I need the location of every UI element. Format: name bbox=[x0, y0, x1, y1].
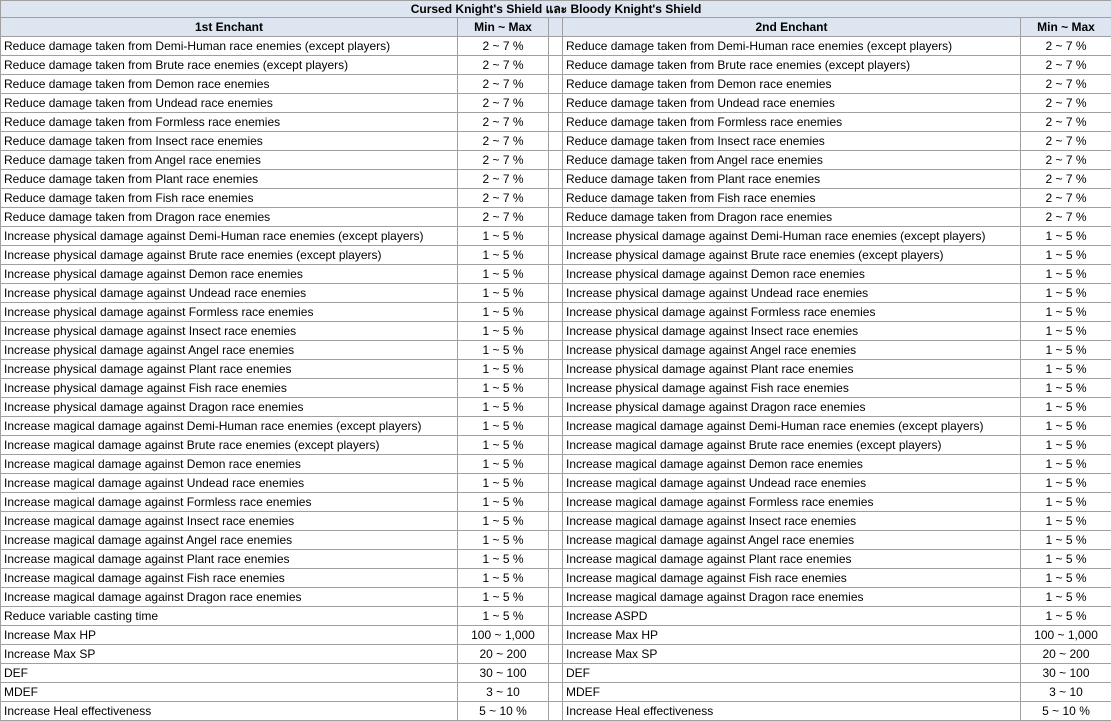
column-gap bbox=[549, 303, 563, 322]
first-range-cell: 1 ~ 5 % bbox=[458, 436, 549, 455]
second-range-cell: 3 ~ 10 bbox=[1021, 683, 1111, 702]
second-enchant-cell: Reduce damage taken from Undead race enemies bbox=[563, 94, 1021, 113]
second-enchant-cell: Increase physical damage against Undead race enemies bbox=[563, 284, 1021, 303]
table-row bbox=[1, 588, 1111, 607]
table-row bbox=[1, 132, 1111, 151]
first-enchant-cell: Increase physical damage against Insect race enemies bbox=[1, 322, 458, 341]
second-range-cell: 2 ~ 7 % bbox=[1021, 56, 1111, 75]
column-gap bbox=[549, 132, 563, 151]
column-gap bbox=[549, 284, 563, 303]
second-enchant-cell: Increase Max SP bbox=[563, 645, 1021, 664]
first-range-cell: 1 ~ 5 % bbox=[458, 550, 549, 569]
column-gap bbox=[549, 265, 563, 284]
table-row bbox=[1, 550, 1111, 569]
table-row bbox=[1, 170, 1111, 189]
second-enchant-cell: Increase physical damage against Demi-Human race enemies (except players) bbox=[563, 227, 1021, 246]
second-enchant-cell: Increase physical damage against Demon race enemies bbox=[563, 265, 1021, 284]
second-enchant-cell: Reduce damage taken from Dragon race enemies bbox=[563, 208, 1021, 227]
first-range-cell: 1 ~ 5 % bbox=[458, 569, 549, 588]
column-gap bbox=[549, 94, 563, 113]
second-range-cell: 2 ~ 7 % bbox=[1021, 113, 1111, 132]
header-first-enchant: 1st Enchant bbox=[1, 18, 458, 37]
second-range-cell: 2 ~ 7 % bbox=[1021, 151, 1111, 170]
table-row bbox=[1, 626, 1111, 645]
first-enchant-cell: Increase Heal effectiveness bbox=[1, 702, 458, 721]
second-enchant-cell: Reduce damage taken from Formless race enemies bbox=[563, 113, 1021, 132]
second-range-cell: 2 ~ 7 % bbox=[1021, 208, 1111, 227]
table-row bbox=[1, 474, 1111, 493]
first-range-cell: 1 ~ 5 % bbox=[458, 284, 549, 303]
first-range-cell: 20 ~ 200 bbox=[458, 645, 549, 664]
header-second-enchant: 2nd Enchant bbox=[563, 18, 1021, 37]
table-row bbox=[1, 512, 1111, 531]
second-range-cell: 1 ~ 5 % bbox=[1021, 493, 1111, 512]
first-range-cell: 2 ~ 7 % bbox=[458, 75, 549, 94]
title-row bbox=[1, 1, 1111, 18]
first-enchant-cell: Reduce damage taken from Insect race enemies bbox=[1, 132, 458, 151]
first-enchant-cell: Increase Max SP bbox=[1, 645, 458, 664]
first-enchant-cell: Reduce damage taken from Plant race enemies bbox=[1, 170, 458, 189]
table-row bbox=[1, 683, 1111, 702]
table-row bbox=[1, 379, 1111, 398]
first-range-cell: 30 ~ 100 bbox=[458, 664, 549, 683]
first-range-cell: 2 ~ 7 % bbox=[458, 151, 549, 170]
column-gap bbox=[549, 227, 563, 246]
second-enchant-cell: Reduce damage taken from Plant race enemies bbox=[563, 170, 1021, 189]
second-range-cell: 1 ~ 5 % bbox=[1021, 436, 1111, 455]
first-range-cell: 1 ~ 5 % bbox=[458, 493, 549, 512]
column-gap bbox=[549, 474, 563, 493]
table-row bbox=[1, 227, 1111, 246]
second-range-cell: 30 ~ 100 bbox=[1021, 664, 1111, 683]
first-enchant-cell: Increase magical damage against Fish race enemies bbox=[1, 569, 458, 588]
second-range-cell: 1 ~ 5 % bbox=[1021, 417, 1111, 436]
first-enchant-cell: Reduce damage taken from Demon race enemies bbox=[1, 75, 458, 94]
column-gap bbox=[549, 493, 563, 512]
header-row bbox=[1, 18, 1111, 37]
first-enchant-cell: Increase physical damage against Undead race enemies bbox=[1, 284, 458, 303]
first-range-cell: 2 ~ 7 % bbox=[458, 56, 549, 75]
first-range-cell: 1 ~ 5 % bbox=[458, 398, 549, 417]
table-row bbox=[1, 303, 1111, 322]
table-row bbox=[1, 246, 1111, 265]
column-gap bbox=[549, 588, 563, 607]
second-enchant-cell: Increase magical damage against Undead race enemies bbox=[563, 474, 1021, 493]
first-enchant-cell: Increase magical damage against Insect race enemies bbox=[1, 512, 458, 531]
column-gap bbox=[549, 341, 563, 360]
column-gap bbox=[549, 189, 563, 208]
first-enchant-cell: DEF bbox=[1, 664, 458, 683]
first-enchant-cell: Reduce damage taken from Undead race enemies bbox=[1, 94, 458, 113]
second-enchant-cell: Increase physical damage against Dragon race enemies bbox=[563, 398, 1021, 417]
second-range-cell: 1 ~ 5 % bbox=[1021, 379, 1111, 398]
second-range-cell: 1 ~ 5 % bbox=[1021, 398, 1111, 417]
table-row bbox=[1, 322, 1111, 341]
first-range-cell: 1 ~ 5 % bbox=[458, 341, 549, 360]
header-second-range: Min ~ Max bbox=[1021, 18, 1111, 37]
second-range-cell: 2 ~ 7 % bbox=[1021, 132, 1111, 151]
column-gap bbox=[549, 246, 563, 265]
column-gap bbox=[549, 75, 563, 94]
column-gap bbox=[549, 151, 563, 170]
first-enchant-cell: Reduce damage taken from Demi-Human race enemies (except players) bbox=[1, 37, 458, 56]
second-range-cell: 1 ~ 5 % bbox=[1021, 455, 1111, 474]
second-range-cell: 1 ~ 5 % bbox=[1021, 265, 1111, 284]
first-enchant-cell: Increase magical damage against Demon race enemies bbox=[1, 455, 458, 474]
first-range-cell: 1 ~ 5 % bbox=[458, 588, 549, 607]
second-enchant-cell: Increase physical damage against Formless race enemies bbox=[563, 303, 1021, 322]
first-range-cell: 2 ~ 7 % bbox=[458, 208, 549, 227]
table-row bbox=[1, 645, 1111, 664]
table-row bbox=[1, 37, 1111, 56]
table-row bbox=[1, 569, 1111, 588]
second-range-cell: 2 ~ 7 % bbox=[1021, 170, 1111, 189]
second-range-cell: 1 ~ 5 % bbox=[1021, 360, 1111, 379]
table-row bbox=[1, 75, 1111, 94]
second-range-cell: 1 ~ 5 % bbox=[1021, 550, 1111, 569]
first-range-cell: 2 ~ 7 % bbox=[458, 113, 549, 132]
table-row bbox=[1, 189, 1111, 208]
table-row bbox=[1, 113, 1111, 132]
second-range-cell: 1 ~ 5 % bbox=[1021, 512, 1111, 531]
first-enchant-cell: Increase physical damage against Fish race enemies bbox=[1, 379, 458, 398]
column-gap bbox=[549, 512, 563, 531]
column-gap bbox=[549, 626, 563, 645]
second-enchant-cell: Increase magical damage against Plant race enemies bbox=[563, 550, 1021, 569]
first-range-cell: 1 ~ 5 % bbox=[458, 607, 549, 626]
second-enchant-cell: Increase magical damage against Brute race enemies (except players) bbox=[563, 436, 1021, 455]
first-range-cell: 1 ~ 5 % bbox=[458, 227, 549, 246]
column-gap bbox=[549, 436, 563, 455]
first-range-cell: 1 ~ 5 % bbox=[458, 322, 549, 341]
column-gap bbox=[549, 531, 563, 550]
second-enchant-cell: Increase magical damage against Insect race enemies bbox=[563, 512, 1021, 531]
second-enchant-cell: Increase physical damage against Plant race enemies bbox=[563, 360, 1021, 379]
first-range-cell: 100 ~ 1,000 bbox=[458, 626, 549, 645]
second-range-cell: 2 ~ 7 % bbox=[1021, 75, 1111, 94]
first-range-cell: 1 ~ 5 % bbox=[458, 265, 549, 284]
first-range-cell: 1 ~ 5 % bbox=[458, 455, 549, 474]
first-enchant-cell: Increase Max HP bbox=[1, 626, 458, 645]
first-range-cell: 5 ~ 10 % bbox=[458, 702, 549, 721]
second-range-cell: 5 ~ 10 % bbox=[1021, 702, 1111, 721]
first-range-cell: 1 ~ 5 % bbox=[458, 303, 549, 322]
first-range-cell: 1 ~ 5 % bbox=[458, 474, 549, 493]
second-enchant-cell: Reduce damage taken from Demi-Human race enemies (except players) bbox=[563, 37, 1021, 56]
table-row bbox=[1, 265, 1111, 284]
first-range-cell: 1 ~ 5 % bbox=[458, 531, 549, 550]
column-gap bbox=[549, 322, 563, 341]
first-enchant-cell: Increase magical damage against Undead race enemies bbox=[1, 474, 458, 493]
second-range-cell: 1 ~ 5 % bbox=[1021, 569, 1111, 588]
column-gap bbox=[549, 607, 563, 626]
first-enchant-cell: Increase physical damage against Dragon race enemies bbox=[1, 398, 458, 417]
table-row bbox=[1, 398, 1111, 417]
second-range-cell: 1 ~ 5 % bbox=[1021, 531, 1111, 550]
first-range-cell: 1 ~ 5 % bbox=[458, 360, 549, 379]
second-enchant-cell: Increase physical damage against Brute race enemies (except players) bbox=[563, 246, 1021, 265]
first-enchant-cell: MDEF bbox=[1, 683, 458, 702]
table-row bbox=[1, 208, 1111, 227]
first-enchant-cell: Reduce damage taken from Formless race enemies bbox=[1, 113, 458, 132]
table-row bbox=[1, 360, 1111, 379]
first-range-cell: 3 ~ 10 bbox=[458, 683, 549, 702]
first-range-cell: 2 ~ 7 % bbox=[458, 94, 549, 113]
table-title: Cursed Knight's Shield และ Bloody Knight's Shield bbox=[1, 1, 1111, 18]
first-range-cell: 1 ~ 5 % bbox=[458, 417, 549, 436]
table-row bbox=[1, 151, 1111, 170]
first-enchant-cell: Increase magical damage against Angel race enemies bbox=[1, 531, 458, 550]
second-range-cell: 1 ~ 5 % bbox=[1021, 588, 1111, 607]
table-body bbox=[1, 1, 1111, 721]
column-gap bbox=[549, 170, 563, 189]
second-range-cell: 1 ~ 5 % bbox=[1021, 607, 1111, 626]
second-range-cell: 2 ~ 7 % bbox=[1021, 189, 1111, 208]
second-range-cell: 2 ~ 7 % bbox=[1021, 37, 1111, 56]
table-row bbox=[1, 417, 1111, 436]
first-enchant-cell: Increase magical damage against Dragon race enemies bbox=[1, 588, 458, 607]
second-enchant-cell: Increase Max HP bbox=[563, 626, 1021, 645]
second-range-cell: 1 ~ 5 % bbox=[1021, 303, 1111, 322]
first-enchant-cell: Increase physical damage against Plant race enemies bbox=[1, 360, 458, 379]
table-row bbox=[1, 531, 1111, 550]
second-enchant-cell: Increase magical damage against Demi-Human race enemies (except players) bbox=[563, 417, 1021, 436]
first-enchant-cell: Increase magical damage against Plant race enemies bbox=[1, 550, 458, 569]
header-first-range: Min ~ Max bbox=[458, 18, 549, 37]
table-row bbox=[1, 56, 1111, 75]
column-gap bbox=[549, 645, 563, 664]
second-enchant-cell: Increase magical damage against Fish race enemies bbox=[563, 569, 1021, 588]
first-enchant-cell: Increase physical damage against Demon race enemies bbox=[1, 265, 458, 284]
column-gap bbox=[549, 56, 563, 75]
first-enchant-cell: Increase physical damage against Formless race enemies bbox=[1, 303, 458, 322]
first-range-cell: 2 ~ 7 % bbox=[458, 170, 549, 189]
second-range-cell: 1 ~ 5 % bbox=[1021, 474, 1111, 493]
second-enchant-cell: Increase physical damage against Fish race enemies bbox=[563, 379, 1021, 398]
second-range-cell: 20 ~ 200 bbox=[1021, 645, 1111, 664]
column-gap bbox=[549, 208, 563, 227]
table-row bbox=[1, 436, 1111, 455]
first-range-cell: 1 ~ 5 % bbox=[458, 512, 549, 531]
first-enchant-cell: Reduce damage taken from Fish race enemies bbox=[1, 189, 458, 208]
second-range-cell: 100 ~ 1,000 bbox=[1021, 626, 1111, 645]
second-enchant-cell: Increase physical damage against Insect race enemies bbox=[563, 322, 1021, 341]
column-gap bbox=[549, 37, 563, 56]
second-range-cell: 1 ~ 5 % bbox=[1021, 322, 1111, 341]
second-enchant-cell: Increase magical damage against Demon race enemies bbox=[563, 455, 1021, 474]
second-enchant-cell: Increase magical damage against Formless race enemies bbox=[563, 493, 1021, 512]
second-range-cell: 1 ~ 5 % bbox=[1021, 246, 1111, 265]
second-enchant-cell: Reduce damage taken from Insect race enemies bbox=[563, 132, 1021, 151]
first-enchant-cell: Reduce damage taken from Dragon race enemies bbox=[1, 208, 458, 227]
second-enchant-cell: Reduce damage taken from Demon race enemies bbox=[563, 75, 1021, 94]
first-enchant-cell: Increase magical damage against Demi-Human race enemies (except players) bbox=[1, 417, 458, 436]
column-gap bbox=[549, 379, 563, 398]
table-row bbox=[1, 664, 1111, 683]
second-enchant-cell: Increase ASPD bbox=[563, 607, 1021, 626]
second-enchant-cell: Reduce damage taken from Angel race enemies bbox=[563, 151, 1021, 170]
column-gap bbox=[549, 569, 563, 588]
column-gap bbox=[549, 360, 563, 379]
column-gap bbox=[549, 664, 563, 683]
second-range-cell: 1 ~ 5 % bbox=[1021, 341, 1111, 360]
column-gap bbox=[549, 398, 563, 417]
first-enchant-cell: Increase physical damage against Brute race enemies (except players) bbox=[1, 246, 458, 265]
table-row bbox=[1, 284, 1111, 303]
first-enchant-cell: Reduce damage taken from Angel race enemies bbox=[1, 151, 458, 170]
first-range-cell: 1 ~ 5 % bbox=[458, 379, 549, 398]
second-enchant-cell: MDEF bbox=[563, 683, 1021, 702]
first-range-cell: 1 ~ 5 % bbox=[458, 246, 549, 265]
table-row bbox=[1, 702, 1111, 721]
first-enchant-cell: Increase physical damage against Angel race enemies bbox=[1, 341, 458, 360]
first-range-cell: 2 ~ 7 % bbox=[458, 189, 549, 208]
column-gap bbox=[549, 455, 563, 474]
first-enchant-cell: Increase physical damage against Demi-Human race enemies (except players) bbox=[1, 227, 458, 246]
second-range-cell: 1 ~ 5 % bbox=[1021, 284, 1111, 303]
first-enchant-cell: Increase magical damage against Formless race enemies bbox=[1, 493, 458, 512]
column-gap bbox=[549, 550, 563, 569]
first-enchant-cell: Reduce variable casting time bbox=[1, 607, 458, 626]
second-enchant-cell: Increase Heal effectiveness bbox=[563, 702, 1021, 721]
table-row bbox=[1, 94, 1111, 113]
second-range-cell: 1 ~ 5 % bbox=[1021, 227, 1111, 246]
second-enchant-cell: Increase physical damage against Angel race enemies bbox=[563, 341, 1021, 360]
column-gap bbox=[549, 18, 563, 37]
table-row bbox=[1, 607, 1111, 626]
column-gap bbox=[549, 417, 563, 436]
table-row bbox=[1, 341, 1111, 360]
table-row bbox=[1, 455, 1111, 474]
table-row bbox=[1, 493, 1111, 512]
column-gap bbox=[549, 683, 563, 702]
first-range-cell: 2 ~ 7 % bbox=[458, 132, 549, 151]
first-enchant-cell: Reduce damage taken from Brute race enemies (except players) bbox=[1, 56, 458, 75]
first-range-cell: 2 ~ 7 % bbox=[458, 37, 549, 56]
column-gap bbox=[549, 702, 563, 721]
second-enchant-cell: Increase magical damage against Dragon race enemies bbox=[563, 588, 1021, 607]
second-enchant-cell: Reduce damage taken from Fish race enemies bbox=[563, 189, 1021, 208]
second-enchant-cell: Reduce damage taken from Brute race enemies (except players) bbox=[563, 56, 1021, 75]
first-enchant-cell: Increase magical damage against Brute race enemies (except players) bbox=[1, 436, 458, 455]
column-gap bbox=[549, 113, 563, 132]
second-enchant-cell: DEF bbox=[563, 664, 1021, 683]
second-enchant-cell: Increase magical damage against Angel race enemies bbox=[563, 531, 1021, 550]
second-range-cell: 2 ~ 7 % bbox=[1021, 94, 1111, 113]
